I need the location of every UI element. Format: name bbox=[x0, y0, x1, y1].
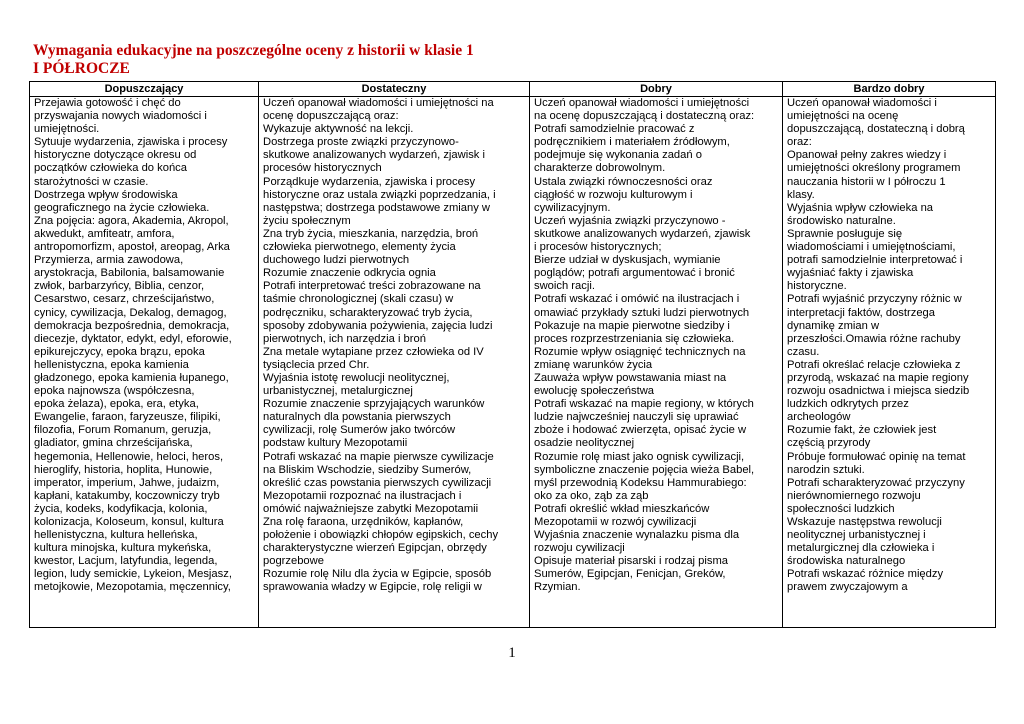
cell-text-line: Potrafi wskazać różnice między bbox=[787, 568, 944, 581]
cell-text-line: Rozumie znaczenie odkrycia ognia bbox=[263, 267, 436, 280]
cell-text-line: Opanował pełny zakres wiedzy i bbox=[787, 149, 947, 162]
cell-dopuszczajacy bbox=[30, 97, 259, 628]
header-bardzo-dobry: Bardzo dobry bbox=[783, 82, 996, 97]
cell-text-line: Przejawia gotowość i chęć do bbox=[34, 97, 181, 109]
cell-text-line: kwestor, Lacjum, latyfundia, legenda, bbox=[34, 555, 218, 568]
cell-text-line: częścią przyrody bbox=[787, 437, 871, 450]
header-row bbox=[30, 82, 996, 97]
cell-text-line: hellenistyczna, kultura helleńska, bbox=[34, 529, 198, 542]
cell-text-line: historyczne. bbox=[787, 280, 847, 293]
cell-text-line: czasu. bbox=[787, 345, 820, 358]
cell-text-line: swoich racji. bbox=[534, 280, 595, 293]
cell-text-line: Mezopotamii w rozwój cywilizacji bbox=[534, 516, 697, 528]
cell-text-line: umiejętności. bbox=[34, 123, 100, 136]
cell-text-line: Sprawnie posługuje się bbox=[787, 227, 903, 240]
cell-text-line: Bierze udział w dyskusjach, wymianie bbox=[534, 254, 721, 267]
cell-text-line: Potrafi interpretować treści zobrazowane na bbox=[263, 280, 481, 293]
cell-text-line: środowiska naturalnego bbox=[787, 555, 906, 568]
header-dobry: Dobry bbox=[530, 82, 783, 97]
cell-text-line: dopuszczającą, dostateczną i dobrą bbox=[787, 123, 965, 136]
cell-text-line: pogrzebowe bbox=[263, 555, 324, 568]
cell-text-line: tysiąclecia przed Chr. bbox=[263, 358, 370, 371]
cell-text-line: akwedukt, amfiteatr, amfora, bbox=[34, 227, 175, 240]
cell-text-line: Zna pojęcia: agora, Akademia, Akropol, bbox=[34, 214, 229, 227]
cell-text-line: podstaw kultury Mezopotamii bbox=[263, 437, 408, 450]
cell-text-line: Potrafi określić wkład mieszkańców bbox=[534, 502, 710, 515]
cell-text-line: przyrodą, wskazać na mapie regiony bbox=[787, 371, 969, 384]
cell-text-line: Potrafi wskazać na mapie regiony, w których bbox=[534, 398, 754, 411]
cell-text-line: umiejętności określony programem bbox=[787, 162, 961, 175]
header-dostateczny: Dostateczny bbox=[259, 82, 530, 97]
cell-text-line: Wyjaśnia znaczenie wynalazku pisma dla bbox=[534, 529, 740, 542]
cell-text-line: imperator, imperium, Jahwe, judaizm, bbox=[34, 476, 220, 489]
cell-text-line: początków człowieka do końca bbox=[34, 162, 187, 175]
cell-text-line: potrafi samodzielnie interpretować i bbox=[787, 254, 963, 267]
cell-text-line: Ewangelie, faraon, faryzeusze, filipiki, bbox=[34, 411, 221, 424]
cell-text-line: Mezopotamii rozpoznać na ilustracjach i bbox=[263, 489, 462, 502]
cell-text-line: nierównomiernego rozwoju bbox=[787, 489, 921, 502]
cell-dobry bbox=[530, 97, 783, 628]
cell-text-line: człowieka pierwotnego, elementy życia bbox=[263, 241, 456, 254]
cell-dostateczny bbox=[259, 97, 530, 628]
cell-text-line: Przymierza, armia zawodowa, bbox=[34, 254, 184, 267]
cell-text-line: metalurgicznej dla człowieka i bbox=[787, 542, 935, 555]
cell-text-line: wyjaśniać fakty i zjawiska bbox=[787, 267, 914, 280]
cell-text-line: antropomorfizm, apostoł, areopag, Arka bbox=[34, 241, 230, 254]
cell-text-line: ciągłość w rozwoju kulturowym i bbox=[534, 188, 693, 201]
cell-text-line: procesów historycznych bbox=[263, 162, 382, 175]
cell-text-line: hieroglify, historia, hoplita, Hunowie, bbox=[34, 463, 213, 476]
cell-text-line: rozwoju osadnictwa i miejsca siedzib bbox=[787, 385, 970, 398]
cell-text-line: hellenistyczna, epoka kamienia bbox=[34, 358, 189, 371]
cell-text-line: Potrafi samodzielnie pracować z bbox=[534, 123, 695, 136]
cell-text-line: neolitycznej urbanistycznej i bbox=[787, 529, 926, 542]
title-line-1: Wymagania edukacyjne na poszczególne oceny z historii w klasie 1 bbox=[33, 42, 474, 59]
cell-text-line: Rozumie rolę miast jako ognisk cywilizacji, bbox=[534, 450, 745, 463]
cell-text-line: podręczniku, scharakteryzować tryb życia, bbox=[263, 306, 473, 319]
cell-text-line: narodzin sztuki. bbox=[787, 463, 865, 476]
table-row bbox=[30, 97, 996, 628]
cell-text-line: Potrafi określać relacje człowieka z bbox=[787, 358, 961, 371]
cell-text-line: Uczeń opanował wiadomości i umiejętności bbox=[534, 97, 750, 109]
cell-text-line: Rzymian. bbox=[534, 581, 581, 594]
cell-text-line: skutkowe analizowanych wydarzeń, zjawisk bbox=[534, 227, 751, 240]
cell-text-line: urbanistycznej, metalurgicznej bbox=[263, 385, 413, 398]
cell-text-line: epoka żelaza), epoka, era, etyka, bbox=[34, 398, 199, 411]
cell-text-line: charakterze dobrowolnym. bbox=[534, 162, 666, 175]
cell-text-line: osadzie neolitycznej bbox=[534, 437, 635, 450]
cell-text-line: pierwotnych, ich narzędzia i broń bbox=[263, 332, 426, 345]
cell-text-line: Cesarstwo, cesarz, chrześcijaństwo, bbox=[34, 293, 215, 306]
cell-text-line: Potrafi scharakteryzować przyczyny bbox=[787, 476, 965, 489]
cell-text-line: demokracja bezpośrednia, demokracja, bbox=[34, 319, 230, 332]
cell-text-line: ludzie najwcześniej nauczyli się uprawiać bbox=[534, 411, 739, 424]
cell-text-line: Próbuje formułować opinię na temat bbox=[787, 450, 966, 463]
cell-text-line: Dostrzega proste związki przyczynowo- bbox=[263, 136, 459, 149]
cell-text-line: zboże i hodować zwierzęta, opisać życie w bbox=[534, 424, 747, 437]
cell-text-line: życiu społecznym bbox=[263, 214, 351, 227]
cell-text-line: Rozumie rolę Nilu dla życia w Egipcie, sposób bbox=[263, 568, 492, 581]
cell-text-line: duchowego ludzi pierwotnych bbox=[263, 254, 410, 267]
cell-text-line: Zna tryb życia, mieszkania, narzędzia, broń bbox=[263, 227, 479, 240]
cell-text-line: zmianę warunków życia bbox=[534, 358, 653, 371]
grades-table bbox=[29, 81, 996, 628]
cell-text-line: klasy. bbox=[787, 188, 815, 201]
cell-text-line: Rozumie wpływ osiągnięć technicznych na bbox=[534, 345, 746, 358]
cell-text-line: interpretacji faktów, dostrzega bbox=[787, 306, 935, 319]
cell-text-line: życia, kodeks, kodyfikacja, kolonia, bbox=[34, 502, 208, 515]
cell-text-line: Zauważa wpływ powstawania miast na bbox=[534, 371, 727, 384]
cell-text-line: Porządkuje wydarzenia, zjawiska i procesy bbox=[263, 175, 476, 188]
cell-text-line: epoka najnowsza (współczesna, bbox=[34, 385, 195, 398]
cell-text-line: położenie i obowiązki chłopów egipskich, cechy bbox=[263, 529, 499, 542]
cell-text-line: Pokazuje na mapie pierwotne siedziby i bbox=[534, 319, 730, 332]
cell-text-line: na ocenę dopuszczającą i dostateczną oraz: bbox=[534, 110, 755, 123]
cell-text-line: Wyjaśnia wpływ człowieka na bbox=[787, 201, 934, 214]
cell-text-line: Sytuuje wydarzenia, zjawiska i procesy bbox=[34, 136, 228, 149]
cell-text-line: poglądów; potrafi argumentować i bronić bbox=[534, 267, 735, 280]
cell-text-line: ewolucję społeczeństwa bbox=[534, 385, 655, 398]
cell-text-line: rozwoju cywilizacji bbox=[534, 542, 625, 555]
cell-text-line: myśl przewodnią Kodeksu Hammurabiego: bbox=[534, 476, 747, 489]
cell-text-line: na Bliskim Wschodzie, siedziby Sumerów, bbox=[263, 463, 472, 476]
cell-text-line: taśmie chronologicznej (skali czasu) w bbox=[263, 293, 454, 306]
cell-text-line: arystokracja, Babilonia, balsamowanie bbox=[34, 267, 225, 280]
cell-text-line: Wskazuje następstwa rewolucji bbox=[787, 516, 942, 528]
cell-text-line: Sumerów, Egipcjan, Fenicjan, Greków, bbox=[534, 568, 726, 581]
cell-text-line: symboliczne znaczenie pojęcia wieża Babel, bbox=[534, 463, 755, 476]
cell-text-line: geograficznego na życie człowieka. bbox=[34, 201, 210, 214]
cell-text-line: Potrafi wyjaśnić przyczyny różnic w bbox=[787, 293, 962, 306]
cell-text-line: cywilizacji, rolę Sumerów jako twórców bbox=[263, 424, 456, 437]
title-line-2: I PÓŁROCZE bbox=[33, 60, 130, 77]
cell-text-line: następstwa; dostrzega podstawowe zmiany w bbox=[263, 201, 490, 214]
header-dopuszczajacy: Dopuszczający bbox=[30, 82, 259, 97]
cell-text-line: epikurejczycy, epoka brązu, epoka bbox=[34, 345, 205, 358]
cell-text-line: społeczności ludzkich bbox=[787, 502, 895, 515]
cell-text-line: charakterystyczne wierzeń Egipcjan, obrzędy bbox=[263, 542, 487, 555]
cell-bardzo-dobry bbox=[783, 97, 996, 628]
cell-text-line: określić czas powstania pierwszych cywilizacji bbox=[263, 476, 492, 489]
cell-text-line: starożytności w czasie. bbox=[34, 175, 149, 188]
cell-text-line: podejmuje się wykonania zadań o bbox=[534, 149, 702, 162]
cell-text-line: oraz: bbox=[787, 136, 812, 149]
cell-text-line: Uczeń opanował wiadomości i umiejętności na bbox=[263, 97, 494, 109]
cell-text-line: skutkowe analizowanych wydarzeń, zjawisk i bbox=[263, 149, 485, 162]
cell-text-line: sprawowania władzy w Egipcie, rolę religii w bbox=[263, 581, 482, 594]
cell-text-line: środowisko naturalne. bbox=[787, 214, 896, 227]
cell-text-line: Rozumie znaczenie sprzyjających warunków bbox=[263, 398, 485, 411]
cell-text-line: Zna rolę faraona, urzędników, kapłanów, bbox=[263, 516, 464, 528]
cell-text-line: gładzonego, epoka kamienia łupanego, bbox=[34, 371, 229, 384]
cell-text-line: umiejętności na ocenę bbox=[787, 110, 899, 123]
cell-text-line: Uczeń wyjaśnia związki przyczynowo - bbox=[534, 214, 726, 227]
cell-text-line: Wyjaśnia istotę rewolucji neolitycznej, bbox=[263, 371, 450, 384]
cell-text-line: oko za oko, ząb za ząb bbox=[534, 489, 649, 502]
cell-text-line: legion, ludy semickie, Lykeion, Mesjasz, bbox=[34, 568, 232, 581]
cell-text-line: diecezje, dyktator, edykt, edyl, eforowie, bbox=[34, 332, 232, 345]
cell-text-line: wiadomościami i umiejętnościami, bbox=[787, 241, 956, 254]
cell-text-line: gladiator, gmina chrześcijańska, bbox=[34, 437, 193, 450]
cell-text-line: zwłok, barbarzyńcy, Biblia, cenzor, bbox=[34, 280, 205, 293]
cell-text-line: i procesów historycznych; bbox=[534, 241, 662, 254]
cell-text-line: nauczania historii w I półroczu 1 bbox=[787, 175, 946, 188]
cell-text-line: filozofia, Forum Romanum, geruzja, bbox=[34, 424, 212, 437]
cell-text-line: ludzkich odkrytych przez bbox=[787, 398, 909, 411]
cell-text-line: Dostrzega wpływ środowiska bbox=[34, 188, 178, 201]
cell-text-line: Zna metale wytapiane przez człowieka od IV bbox=[263, 345, 484, 358]
cell-text-line: omówić najważniejsze zabytki Mezopotamii bbox=[263, 502, 479, 515]
page-number: 1 bbox=[508, 645, 516, 661]
cell-text-line: proces rozprzestrzeniania się człowieka. bbox=[534, 332, 735, 345]
cell-text-line: sposoby zdobywania pożywienia, zajęcia ludzi bbox=[263, 319, 493, 332]
cell-text-line: metojkowie, Mezopotamia, męczennicy, bbox=[34, 581, 231, 594]
cell-text-line: naturalnych dla powstania pierwszych bbox=[263, 411, 451, 424]
cell-text-line: Potrafi wskazać i omówić na ilustracjach i bbox=[534, 293, 740, 306]
cell-text-line: kapłani, katakumby, koczowniczy tryb bbox=[34, 489, 220, 502]
cell-text-line: przeszłości.Omawia różne rachuby bbox=[787, 332, 961, 345]
cell-text-line: historyczne oraz ustala związki poprzedzania, i bbox=[263, 188, 496, 201]
cell-text-line: Potrafi wskazać na mapie pierwsze cywilizacje bbox=[263, 450, 494, 463]
cell-text-line: dynamikę zmian w bbox=[787, 319, 880, 332]
cell-text-line: kultura minojska, kultura mykeńska, bbox=[34, 542, 212, 555]
cell-text-line: kolonizacja, Koloseum, konsul, kultura bbox=[34, 516, 224, 528]
cell-text-line: cynicy, cywilizacja, Dekalog, demagog, bbox=[34, 306, 227, 319]
cell-text-line: przyswajania nowych wiadomości i bbox=[34, 110, 207, 123]
cell-text-line: Ustala związki równoczesności oraz bbox=[534, 175, 713, 188]
cell-text-line: Wykazuje aktywność na lekcji. bbox=[263, 123, 414, 136]
page-title bbox=[33, 42, 474, 78]
cell-text-line: Rozumie fakt, że człowiek jest bbox=[787, 424, 937, 437]
cell-text-line: Uczeń opanował wiadomości i bbox=[787, 97, 937, 109]
cell-text-line: archeologów bbox=[787, 411, 851, 424]
cell-text-line: podręcznikiem i materiałem źródłowym, bbox=[534, 136, 730, 149]
cell-text-line: cywilizacyjnym. bbox=[534, 201, 611, 214]
cell-text-line: prawem zwyczajowym a bbox=[787, 581, 908, 594]
cell-text-line: hegemonia, Hellenowie, heloci, heros, bbox=[34, 450, 224, 463]
cell-text-line: Opisuje materiał pisarski i rodzaj pisma bbox=[534, 555, 728, 568]
cell-text-line: historyczne dotyczące okresu od bbox=[34, 149, 197, 162]
cell-text-line: omawiać przykłady sztuki ludzi pierwotnych bbox=[534, 306, 750, 319]
cell-text-line: ocenę dopuszczającą oraz: bbox=[263, 110, 399, 123]
